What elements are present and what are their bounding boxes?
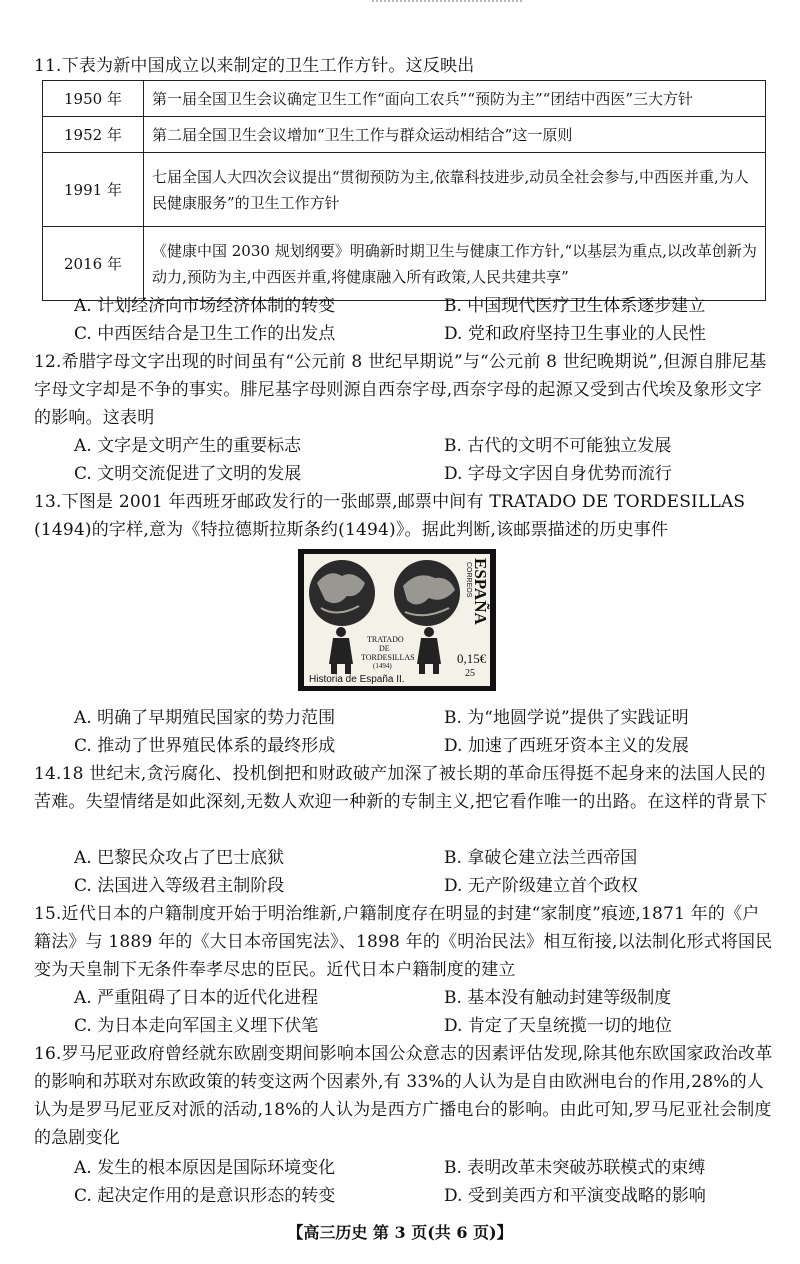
question-stem: 15.近代日本的户籍制度开始于明治维新,户籍制度存在明显的封建“家制度”痕迹,1871 年的《户籍法》与 1889 年的《大日本帝国宪法》、1898 年的《明治民法》相互衔接,以法制化形式将国民变为天皇制下无条件奉孝尽忠的臣民。近代日本户籍制度的建立 bbox=[34, 904, 773, 980]
year-cell: 1991 年 bbox=[43, 153, 144, 227]
table-row bbox=[43, 153, 766, 227]
options-15 bbox=[34, 984, 774, 1040]
option-c[interactable]: C. 中西医结合是卫生工作的出发点 bbox=[74, 324, 336, 344]
table-row bbox=[43, 117, 766, 153]
option-d[interactable]: D. 受到美西方和平演变战略的影响 bbox=[444, 1186, 706, 1206]
option-d[interactable]: D. 加速了西班牙资本主义的发展 bbox=[444, 736, 689, 756]
year-cell: 1950 年 bbox=[43, 81, 144, 117]
option-c[interactable]: C. 文明交流促进了文明的发展 bbox=[74, 464, 302, 484]
treaty-line-2: DE bbox=[379, 644, 390, 653]
option-d[interactable]: D. 党和政府坚持卫生事业的人民性 bbox=[444, 324, 706, 344]
option-c[interactable]: C. 起决定作用的是意识形态的转变 bbox=[74, 1186, 336, 1206]
spain-stamp-image bbox=[297, 548, 497, 692]
correos-label: CORREOS bbox=[465, 562, 472, 598]
health-policy-table bbox=[42, 80, 766, 301]
option-a[interactable]: A. 计划经济向市场经济体制的转变 bbox=[74, 296, 336, 316]
question-12 bbox=[34, 348, 774, 432]
table-row bbox=[43, 227, 766, 301]
option-a[interactable]: A. 明确了早期殖民国家的势力范围 bbox=[74, 708, 336, 728]
option-b[interactable]: B. 古代的文明不可能独立发展 bbox=[444, 436, 672, 456]
question-stem: 11.下表为新中国成立以来制定的卫生工作方针。这反映出 bbox=[34, 56, 475, 76]
treaty-year: (1494) bbox=[373, 662, 392, 670]
question-11 bbox=[34, 52, 774, 80]
options-14 bbox=[34, 844, 774, 900]
treaty-line-3: TORDESILLAS bbox=[361, 653, 415, 662]
policy-cell: 第二届全国卫生会议增加“卫生工作与群众运动相结合”这一原则 bbox=[144, 117, 766, 153]
price-sub-label: 25 bbox=[465, 668, 475, 679]
year-cell: 1952 年 bbox=[43, 117, 144, 153]
question-14 bbox=[34, 760, 774, 816]
option-c[interactable]: C. 推动了世界殖民体系的最终形成 bbox=[74, 736, 336, 756]
option-a[interactable]: A. 发生的根本原因是国际环境变化 bbox=[74, 1158, 336, 1178]
question-stem: 16.罗马尼亚政府曾经就东欧剧变期间影响本国公众意志的因素评估发现,除其他东欧国家政治改革的影响和苏联对东欧政策的转变这两个因素外,有 33%的人认为是自由欧洲电台的作用,28%的人认为是罗马尼亚反对派的活动,18%的人认为是西方广播电台的影响。由此可知,罗马尼亚社会制度的急剧变化 bbox=[34, 1044, 773, 1148]
question-13 bbox=[34, 488, 774, 544]
year-cell: 2016 年 bbox=[43, 227, 144, 301]
question-stem: 14.18 世纪末,贪污腐化、投机倒把和财政破产加深了被长期的革命压得挺不起身来的法国人民的苦难。失望情绪是如此深刻,无数人欢迎一种新的专制主义,把它看作唯一的出路。在这样的背景下 bbox=[34, 764, 768, 812]
price-label: 0,15€ bbox=[457, 651, 487, 666]
question-stem: 12.希腊字母文字出现的时间虽有“公元前 8 世纪早期说”与“公元前 8 世纪晚期说”,但源自腓尼基字母文字却是不争的事实。腓尼基字母则源自西奈字母,西奈字母的起源又受到古代埃及象形文字的影响。这表明 bbox=[34, 352, 767, 428]
option-b[interactable]: B. 拿破仑建立法兰西帝国 bbox=[444, 848, 638, 868]
globe-right-icon bbox=[394, 560, 460, 626]
option-c[interactable]: C. 法国进入等级君主制阶段 bbox=[74, 876, 285, 896]
globe-left-icon bbox=[309, 560, 375, 626]
option-c[interactable]: C. 为日本走向军国主义埋下伏笔 bbox=[74, 1016, 319, 1036]
question-16 bbox=[34, 1040, 774, 1152]
table-row bbox=[43, 81, 766, 117]
country-label: ESPAÑA bbox=[471, 558, 490, 625]
option-d[interactable]: D. 无产阶级建立首个政权 bbox=[444, 876, 638, 896]
policy-cell: 七届全国人大四次会议提出“贯彻预防为主,依靠科技进步,动员全社会参与,中西医并重,为人民健康服务”的卫生工作方针 bbox=[144, 153, 766, 227]
page-footer: 【高三历史 第 3 页(共 6 页)】 bbox=[287, 1223, 513, 1242]
scan-artifact bbox=[372, 0, 522, 8]
option-b[interactable]: B. 基本没有触动封建等级制度 bbox=[444, 988, 672, 1008]
question-15 bbox=[34, 900, 774, 984]
policy-cell: 《健康中国 2030 规划纲要》明确新时期卫生与健康工作方针,“以基层为重点,以改革创新为动力,预防为主,中西医并重,将健康融入所有政策,人民共建共享” bbox=[144, 227, 766, 301]
option-b[interactable]: B. 中国现代医疗卫生体系逐步建立 bbox=[444, 296, 706, 316]
option-a[interactable]: A. 文字是文明产生的重要标志 bbox=[74, 436, 302, 456]
option-b[interactable]: B. 表明改革未突破苏联模式的束缚 bbox=[444, 1158, 706, 1178]
options-13 bbox=[34, 704, 774, 760]
option-d[interactable]: D. 字母文字因自身优势而流行 bbox=[444, 464, 672, 484]
option-d[interactable]: D. 肯定了天皇统揽一切的地位 bbox=[444, 1016, 672, 1036]
series-label: Historia de España II. bbox=[309, 674, 405, 685]
options-12 bbox=[34, 432, 774, 488]
option-a[interactable]: A. 严重阻碍了日本的近代化进程 bbox=[74, 988, 319, 1008]
option-a[interactable]: A. 巴黎民众攻占了巴士底狱 bbox=[74, 848, 285, 868]
question-stem: 13.下图是 2001 年西班牙邮政发行的一张邮票,邮票中间有 TRATADO DE TORDESILLAS (1494)的字样,意为《特拉德斯拉斯条约(1494)》。据此判断,该邮票描述的历史事件 bbox=[34, 492, 746, 540]
treaty-line-1: TRATADO bbox=[367, 635, 404, 644]
option-b[interactable]: B. 为“地圆学说”提供了实践证明 bbox=[444, 708, 689, 728]
options-11 bbox=[34, 292, 774, 348]
stamp-illustration bbox=[297, 548, 497, 692]
options-16 bbox=[34, 1154, 774, 1210]
policy-cell: 第一届全国卫生会议确定卫生工作“面向工农兵”“预防为主”“团结中西医”三大方针 bbox=[144, 81, 766, 117]
